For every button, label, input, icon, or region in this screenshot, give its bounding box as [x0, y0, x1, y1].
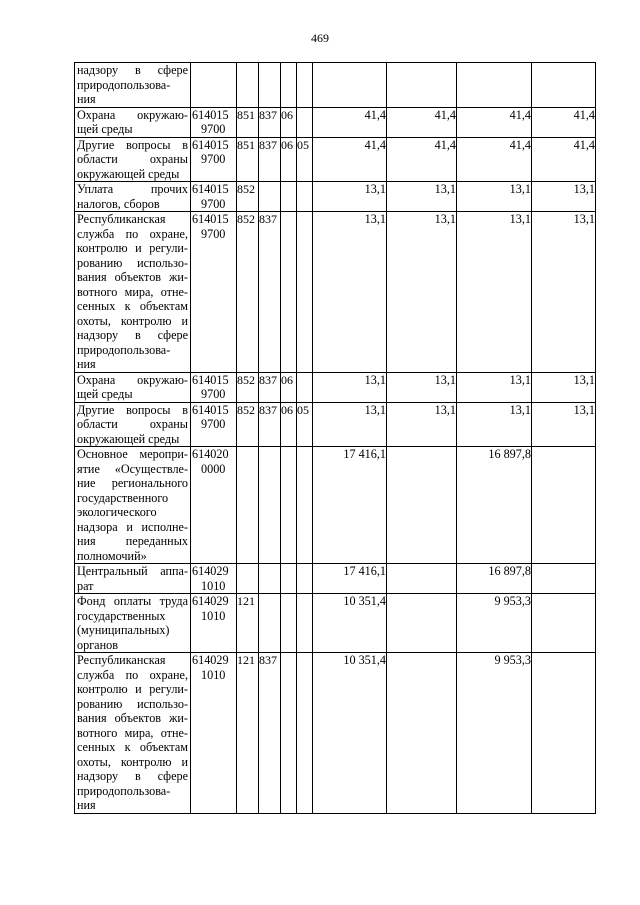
target-article-code-cell	[191, 212, 237, 373]
amount-cell-2: 41,4	[387, 137, 457, 182]
subsection-cell: 05	[297, 137, 313, 182]
ministry-code-cell: 837	[259, 402, 281, 447]
ministry-code-cell	[259, 564, 281, 594]
item-name-line: вотного мира, отне-	[77, 284, 188, 299]
target-article-code-cell	[191, 372, 237, 402]
ministry-code-cell: 837	[259, 372, 281, 402]
subsection-cell	[297, 182, 313, 212]
subsection-cell	[297, 107, 313, 137]
item-name-cell	[75, 212, 191, 373]
target-article-code-cell	[191, 564, 237, 594]
item-name-line: вания объектов жи-	[77, 270, 188, 284]
section-cell	[281, 564, 297, 594]
item-name-line: щей среды	[77, 387, 133, 401]
amount-cell-4	[532, 564, 596, 594]
amount-cell-1: 13,1	[313, 372, 387, 402]
item-name-line: природопользова-	[77, 342, 171, 357]
expense-type-cell: 121	[237, 653, 259, 814]
amount-cell-3: 41,4	[457, 137, 532, 182]
item-name-line: охоты, контролю и	[77, 754, 188, 769]
table-row	[75, 137, 596, 182]
subsection-cell	[297, 63, 313, 108]
target-article-code-part: 614015	[192, 182, 229, 196]
target-article-code-part: 614020	[192, 447, 229, 461]
item-name-line: Республиканская	[77, 653, 166, 667]
amount-cell-3	[457, 63, 532, 108]
amount-cell-1: 17 416,1	[313, 564, 387, 594]
amount-cell-4	[532, 447, 596, 564]
item-name-line: ния	[77, 357, 96, 371]
amount-cell-3: 13,1	[457, 372, 532, 402]
target-article-code-part: 614029	[192, 653, 229, 667]
item-name-line: служба по охране,	[77, 667, 188, 682]
item-name-line: Основное меропри-	[77, 447, 188, 461]
item-name-line: полномочий»	[77, 548, 147, 563]
item-name-line: щей среды	[77, 122, 133, 136]
target-article-code-part: 1010	[201, 608, 226, 623]
table-row	[75, 63, 596, 108]
item-name-line: государственных	[77, 608, 166, 623]
expense-type-cell	[237, 63, 259, 108]
amount-cell-2	[387, 564, 457, 594]
amount-cell-3: 9 953,3	[457, 653, 532, 814]
item-name-line: ния переданных	[77, 534, 188, 548]
ministry-code-cell	[259, 182, 281, 212]
item-name-line: Фонд оплаты труда	[77, 594, 188, 608]
subsection-cell	[297, 564, 313, 594]
amount-cell-4: 41,4	[532, 107, 596, 137]
section-cell: 06	[281, 372, 297, 402]
ministry-code-cell: 837	[259, 653, 281, 814]
amount-cell-2	[387, 653, 457, 814]
expense-type-cell: 852	[237, 182, 259, 212]
expense-type-cell: 852	[237, 402, 259, 447]
section-cell: 06	[281, 402, 297, 447]
amount-cell-1: 10 351,4	[313, 594, 387, 653]
section-cell: 06	[281, 107, 297, 137]
amount-cell-4: 13,1	[532, 182, 596, 212]
amount-cell-1: 41,4	[313, 137, 387, 182]
item-name-cell	[75, 564, 191, 594]
item-name-line: Другие вопросы в	[77, 402, 188, 417]
item-name-line: Уплата прочих	[77, 182, 188, 196]
expense-type-cell: 852	[237, 372, 259, 402]
target-article-code-part: 614015	[192, 402, 229, 417]
item-name-line: вания объектов жи-	[77, 711, 188, 725]
target-article-code-part: 9700	[201, 122, 226, 136]
section-cell	[281, 212, 297, 373]
item-name-line: сенных к объектам	[77, 299, 188, 313]
item-name-cell	[75, 182, 191, 212]
target-article-code-part: 9700	[201, 226, 226, 241]
target-article-code-cell	[191, 447, 237, 564]
amount-cell-4: 41,4	[532, 137, 596, 182]
expense-type-cell	[237, 447, 259, 564]
item-name-line: природопользова-	[77, 783, 171, 798]
target-article-code-part: 614015	[192, 107, 229, 122]
item-name-cell	[75, 653, 191, 814]
amount-cell-1: 17 416,1	[313, 447, 387, 564]
table-row	[75, 564, 596, 594]
item-name-line: надзору в сфере	[77, 328, 188, 342]
item-name-line: служба по охране,	[77, 226, 188, 241]
table-row	[75, 447, 596, 564]
target-article-code-cell	[191, 107, 237, 137]
target-article-code-part: 614029	[192, 564, 229, 578]
target-article-code-cell	[191, 402, 237, 447]
amount-cell-4	[532, 63, 596, 108]
ministry-code-cell: 837	[259, 212, 281, 373]
target-article-code-cell	[191, 63, 237, 108]
expense-type-cell: 851	[237, 107, 259, 137]
expense-type-cell: 121	[237, 594, 259, 653]
table-row	[75, 653, 596, 814]
budget-table	[74, 62, 596, 814]
target-article-code-cell	[191, 182, 237, 212]
ministry-code-cell	[259, 447, 281, 564]
item-name-line: Центральный аппа-	[77, 564, 188, 578]
item-name-line: Другие вопросы в	[77, 137, 188, 152]
item-name-line: охоты, контролю и	[77, 313, 188, 328]
item-name-cell	[75, 137, 191, 182]
expense-type-cell: 852	[237, 212, 259, 373]
subsection-cell	[297, 653, 313, 814]
item-name-line: надзору в сфере	[77, 63, 188, 77]
amount-cell-3: 16 897,8	[457, 564, 532, 594]
target-article-code-part: 614029	[192, 594, 229, 608]
section-cell	[281, 182, 297, 212]
item-name-line: Республиканская	[77, 212, 166, 226]
target-article-code-cell	[191, 137, 237, 182]
section-cell	[281, 594, 297, 653]
item-name-line: ния	[77, 798, 96, 812]
amount-cell-2: 13,1	[387, 212, 457, 373]
item-name-cell	[75, 107, 191, 137]
item-name-line: (муниципальных)	[77, 623, 170, 637]
target-article-code-part: 614015	[192, 372, 229, 387]
page-number: 469	[311, 31, 329, 45]
amount-cell-2: 41,4	[387, 107, 457, 137]
table-row	[75, 402, 596, 447]
item-name-line: ния	[77, 92, 96, 106]
item-name-line: налогов, сборов	[77, 196, 160, 211]
item-name-line: рованию использо-	[77, 696, 188, 711]
section-cell: 06	[281, 137, 297, 182]
subsection-cell	[297, 212, 313, 373]
amount-cell-1: 13,1	[313, 212, 387, 373]
item-name-cell	[75, 63, 191, 108]
amount-cell-4: 13,1	[532, 212, 596, 373]
target-article-code-part: 9700	[201, 417, 226, 431]
item-name-line: органов	[77, 637, 118, 652]
amount-cell-3: 16 897,8	[457, 447, 532, 564]
item-name-line: окружающей среды	[77, 431, 180, 446]
expense-type-cell	[237, 564, 259, 594]
section-cell	[281, 63, 297, 108]
item-name-line: вотного мира, отне-	[77, 725, 188, 740]
table-body	[75, 63, 596, 814]
amount-cell-4: 13,1	[532, 372, 596, 402]
subsection-cell: 05	[297, 402, 313, 447]
item-name-line: контролю и регули-	[77, 682, 188, 696]
amount-cell-2: 13,1	[387, 402, 457, 447]
amount-cell-2	[387, 63, 457, 108]
subsection-cell	[297, 447, 313, 564]
target-article-code-part: 0000	[201, 461, 226, 476]
target-article-code-part: 9700	[201, 152, 226, 166]
item-name-line: сенных к объектам	[77, 740, 188, 754]
amount-cell-3: 41,4	[457, 107, 532, 137]
ministry-code-cell	[259, 594, 281, 653]
amount-cell-1: 41,4	[313, 107, 387, 137]
target-article-code-cell	[191, 594, 237, 653]
target-article-code-cell	[191, 653, 237, 814]
table-row	[75, 212, 596, 373]
expense-type-cell: 851	[237, 137, 259, 182]
amount-cell-4	[532, 653, 596, 814]
item-name-cell	[75, 402, 191, 447]
item-name-line: области охраны	[77, 152, 188, 166]
ministry-code-cell: 837	[259, 107, 281, 137]
item-name-line: надзору в сфере	[77, 769, 188, 783]
item-name-line: ние регионального	[77, 476, 188, 490]
target-article-code-part: 614015	[192, 137, 229, 152]
item-name-line: контролю и регули-	[77, 241, 188, 255]
subsection-cell	[297, 372, 313, 402]
amount-cell-3: 13,1	[457, 212, 532, 373]
amount-cell-1: 13,1	[313, 182, 387, 212]
amount-cell-2: 13,1	[387, 372, 457, 402]
item-name-line: ятие «Осуществле-	[77, 461, 188, 476]
item-name-line: экологического	[77, 505, 157, 519]
amount-cell-2: 13,1	[387, 182, 457, 212]
amount-cell-3: 13,1	[457, 182, 532, 212]
table-row	[75, 594, 596, 653]
amount-cell-3: 13,1	[457, 402, 532, 447]
ministry-code-cell	[259, 63, 281, 108]
amount-cell-4: 13,1	[532, 402, 596, 447]
amount-cell-1: 10 351,4	[313, 653, 387, 814]
amount-cell-1	[313, 63, 387, 108]
amount-cell-1: 13,1	[313, 402, 387, 447]
target-article-code-part: 1010	[201, 578, 226, 593]
amount-cell-3: 9 953,3	[457, 594, 532, 653]
item-name-line: Охрана окружаю-	[77, 372, 188, 387]
section-cell	[281, 447, 297, 564]
amount-cell-2	[387, 447, 457, 564]
item-name-line: окружающей среды	[77, 166, 180, 181]
item-name-cell	[75, 594, 191, 653]
item-name-cell	[75, 372, 191, 402]
target-article-code-part: 614015	[192, 212, 229, 226]
table-row	[75, 372, 596, 402]
item-name-line: природопользова-	[77, 77, 171, 92]
table-row	[75, 182, 596, 212]
section-cell	[281, 653, 297, 814]
item-name-line: Охрана окружаю-	[77, 107, 188, 122]
ministry-code-cell: 837	[259, 137, 281, 182]
item-name-line: государственного	[77, 490, 169, 505]
item-name-line: рат	[77, 578, 94, 593]
subsection-cell	[297, 594, 313, 653]
target-article-code-part: 9700	[201, 387, 226, 401]
target-article-code-part: 9700	[201, 196, 226, 211]
amount-cell-2	[387, 594, 457, 653]
target-article-code-part: 1010	[201, 667, 226, 682]
table-row	[75, 107, 596, 137]
item-name-line: надзора и исполне-	[77, 519, 188, 534]
amount-cell-4	[532, 594, 596, 653]
item-name-line: области охраны	[77, 417, 188, 431]
item-name-line: рованию использо-	[77, 255, 188, 270]
item-name-cell	[75, 447, 191, 564]
